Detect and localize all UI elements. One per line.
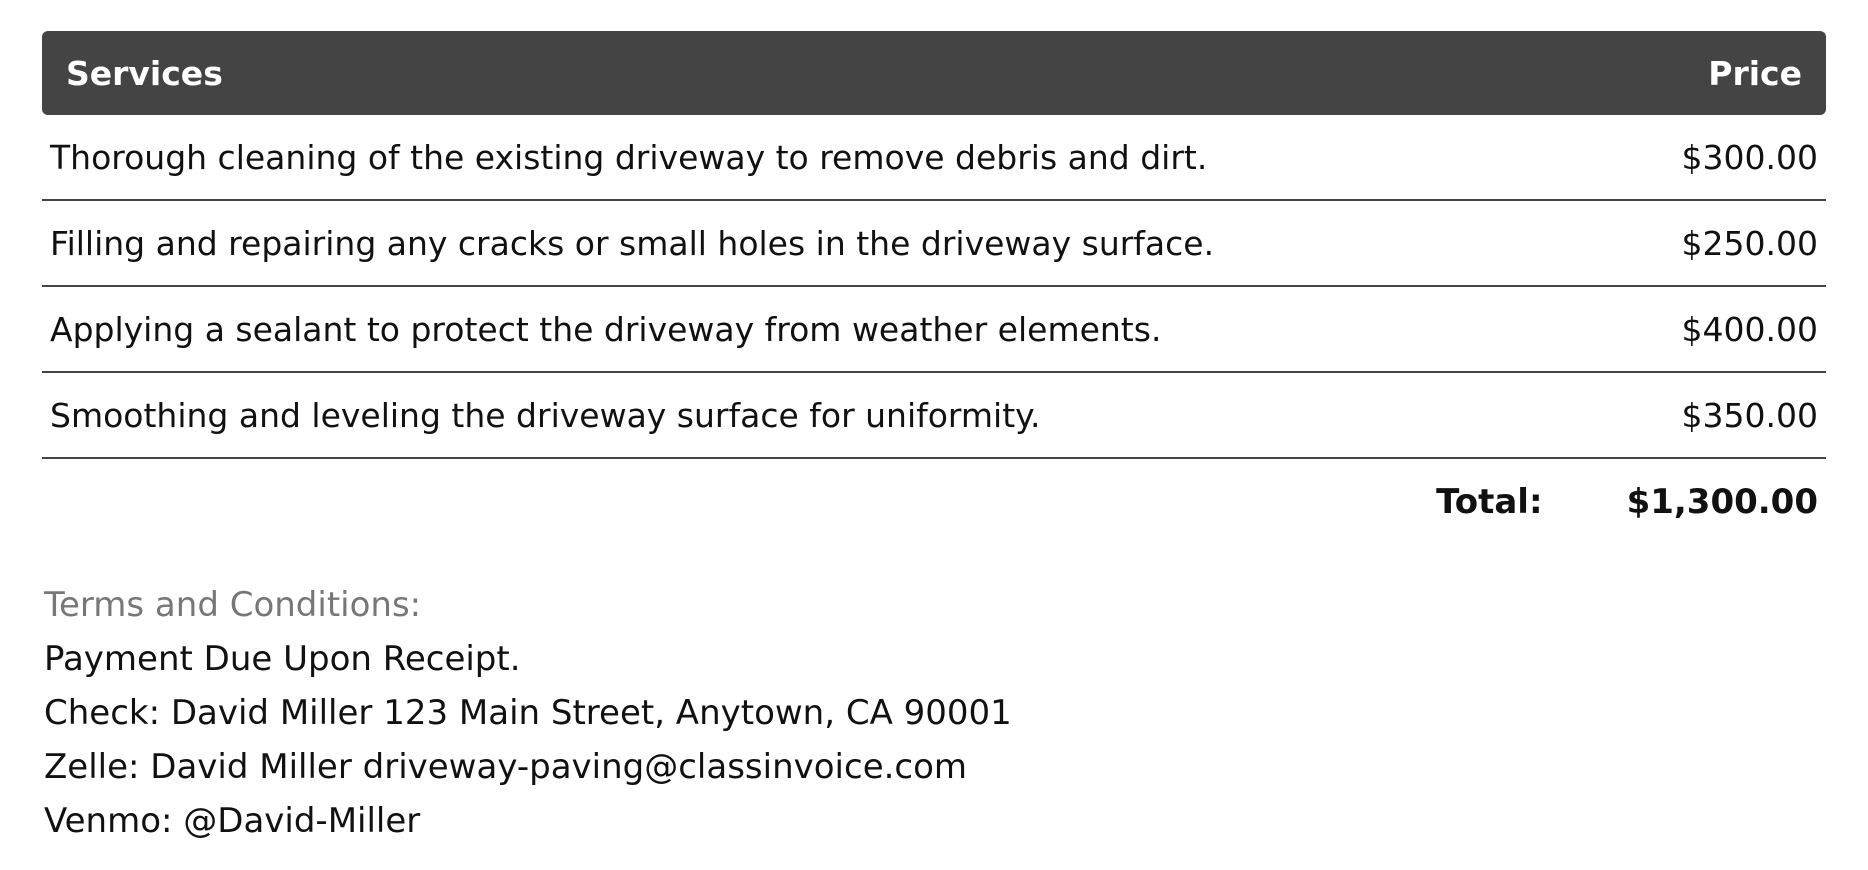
total-row <box>42 459 1826 545</box>
service-price: $350.00 <box>1681 395 1818 435</box>
zelle-payment-line: Zelle: David Miller driveway-paving@classinvoice.com <box>44 747 968 787</box>
payment-due-line: Payment Due Upon Receipt. <box>44 639 521 679</box>
service-description: Applying a sealant to protect the driveway from weather elements. <box>50 309 1162 349</box>
venmo-payment-line: Venmo: @David-Miller <box>44 801 421 841</box>
service-description: Filling and repairing any cracks or small holes in the driveway surface. <box>50 223 1215 263</box>
table-row <box>42 287 1826 373</box>
terms-title: Terms and Conditions: <box>44 585 422 625</box>
total-value: $1,300.00 <box>1626 482 1818 522</box>
check-payment-line: Check: David Miller 123 Main Street, Anytown, CA 90001 <box>44 693 1012 733</box>
terms-and-conditions <box>44 578 1012 848</box>
services-table <box>42 31 1826 545</box>
service-price: $400.00 <box>1681 309 1818 349</box>
service-price: $250.00 <box>1681 223 1818 263</box>
table-row <box>42 115 1826 201</box>
total-label: Total: <box>1436 482 1543 522</box>
price-column-header: Price <box>1708 53 1802 93</box>
table-row <box>42 373 1826 459</box>
service-description: Thorough cleaning of the existing driveway to remove debris and dirt. <box>50 137 1208 177</box>
service-description: Smoothing and leveling the driveway surface for uniformity. <box>50 395 1041 435</box>
services-column-header: Services <box>66 53 223 93</box>
table-header <box>42 31 1826 115</box>
service-price: $300.00 <box>1681 137 1818 177</box>
table-row <box>42 201 1826 287</box>
